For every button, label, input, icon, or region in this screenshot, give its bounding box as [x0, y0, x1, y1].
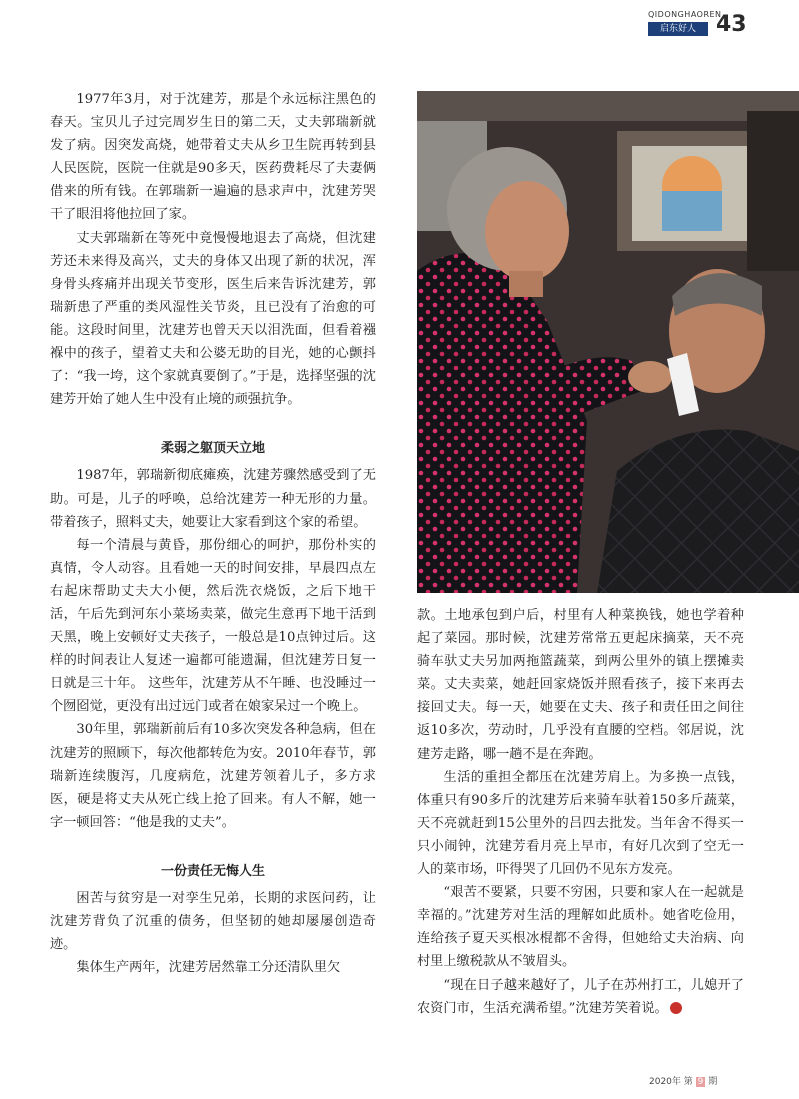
header-pinyin: QIDONGHAOREN [648, 10, 722, 19]
paragraph: 款。土地承包到户后，村里有人种菜换钱，她也学着种起了菜园。那时候，沈建芳常常五更起床摘菜，天不亮骑车驮丈夫另加两拖篮蔬菜，到两公里外的镇上摆摊卖菜。丈夫卖菜，她赶回家烧饭并照看孩子，接下来再去接回丈夫。每一天，她要在丈夫、孩子和责任田之间往返10多次，劳动时，几乎没有直腰的空档。邻居说，沈建芳走路，哪一趟不是在奔跑。 [417, 608, 744, 762]
paragraph: 丈夫郭瑞新在等死中竟慢慢地退去了高烧，但沈建芳还未来得及高兴，丈夫的身体又出现了新的状况，浑身骨头疼痛并出现关节变形，医生后来告诉沈建芳，郭瑞新患了严重的类风湿性关节炎，且已没有了治愈的可能。这段时间里，沈建芳也曾天天以泪洗面，但看着襁褓中的孩子，望着丈夫和公婆无助的目光，她的心颤抖了：“我一垮，这个家就真要倒了。”于是，选择坚强的沈建芳开始了她人生中没有止境的顽强抗争。 [50, 230, 376, 408]
header-column-name: 启东好人 [648, 22, 708, 36]
right-column [417, 604, 744, 1020]
paragraph: 1987年，郭瑞新彻底瘫痪，沈建芳骤然感受到了无助。可是，儿子的呼唤，总给沈建芳一种无形的力量。带着孩子，照料丈夫，她要让大家看到这个家的希望。 [50, 468, 376, 530]
paragraph: 1977年3月，对于沈建芳，那是个永远标注黑色的春天。宝贝儿子过完周岁生日的第二天，丈夫郭瑞新就发了病。因突发高烧，她带着丈夫从乡卫生院再转到县人民医院，医院一住就是90多天，医药费耗尽了夫妻俩借来的所有钱。在郭瑞新一遍遍的恳求声中，沈建芳哭干了眼泪将他拉回了家。 [50, 92, 376, 223]
article-photo [417, 91, 799, 593]
paragraph [417, 974, 744, 1020]
paragraph: 困苦与贫穷是一对孪生兄弟，长期的求医问药，让沈建芳背负了沉重的债务，但坚韧的她却屡屡创造奇迹。 [50, 891, 376, 953]
paragraph: 生活的重担全都压在沈建芳肩上。为多换一点钱，体重只有90多斤的沈建芳后来骑车驮着150多斤蔬菜，天不亮就赶到15公里外的吕四去批发。当年舍不得买一只小闹钟，沈建芳看月亮上早市，有好几次到了空无一人的菜市场，吓得哭了几回仍不见东方发亮。 [417, 769, 744, 878]
footer-issue-number: 9 [697, 1077, 704, 1087]
footer-suffix: 期 [708, 1077, 718, 1087]
section-subheading: 一份责任无悔人生 [160, 863, 265, 879]
paragraph: 30年里，郭瑞新前后有10多次突发各种急病，但在沈建芳的照顾下，每次他都转危为安。2010年春节，郭瑞新连续腹泻，几度病危，沈建芳领着儿子，多方求医，硬是将丈夫从死亡线上抢了回来。有人不解，她一字一顿回答：“他是我的丈夫”。 [50, 722, 376, 830]
page-header [648, 10, 747, 37]
photo-illustration [417, 91, 799, 593]
paragraph: 每一个清晨与黄昏，那份细心的呵护，那份朴实的真情，令人动容。且看她一天的时间安排，早晨四点左右起床帮助丈夫大小便，然后洗衣烧饭，之后下地干活，午后先到河东小菜场卖菜，做完生意再下地干活到天黑，晚上安顿好丈夫孩子，一般总是10点钟过后。这样的时间表让人复述一遍都可能遗漏，但沈建芳日复一日就是三十年。 这些年，沈建芳从不午睡、也没睡过一个囫囵觉，更没有出过远门或者在娘家呆过一个晚上。 [50, 537, 376, 715]
end-mark-icon [670, 1002, 682, 1014]
page-footer [649, 1074, 717, 1087]
page-number: 43 [716, 12, 747, 37]
section-subheading: 柔弱之躯顶天立地 [160, 441, 265, 457]
paragraph: “艰苦不要紧，只要不穷困，只要和家人在一起就是幸福的。”沈建芳对生活的理解如此质朴。她省吃俭用，连给孩子夏天买根冰棍都不舍得，但她给丈夫治病、向村里上缴税款从不皱眉头。 [417, 885, 744, 970]
left-column [50, 88, 376, 979]
paragraph: 集体生产两年，沈建芳居然靠工分还清队里欠 [76, 960, 341, 976]
paragraph-text: “现在日子越来越好了，儿子在苏州打工，儿媳开了农资门市，生活充满希望。”沈建芳笑着说。 [417, 977, 744, 1016]
footer-year: 2020年 第 [649, 1077, 693, 1087]
